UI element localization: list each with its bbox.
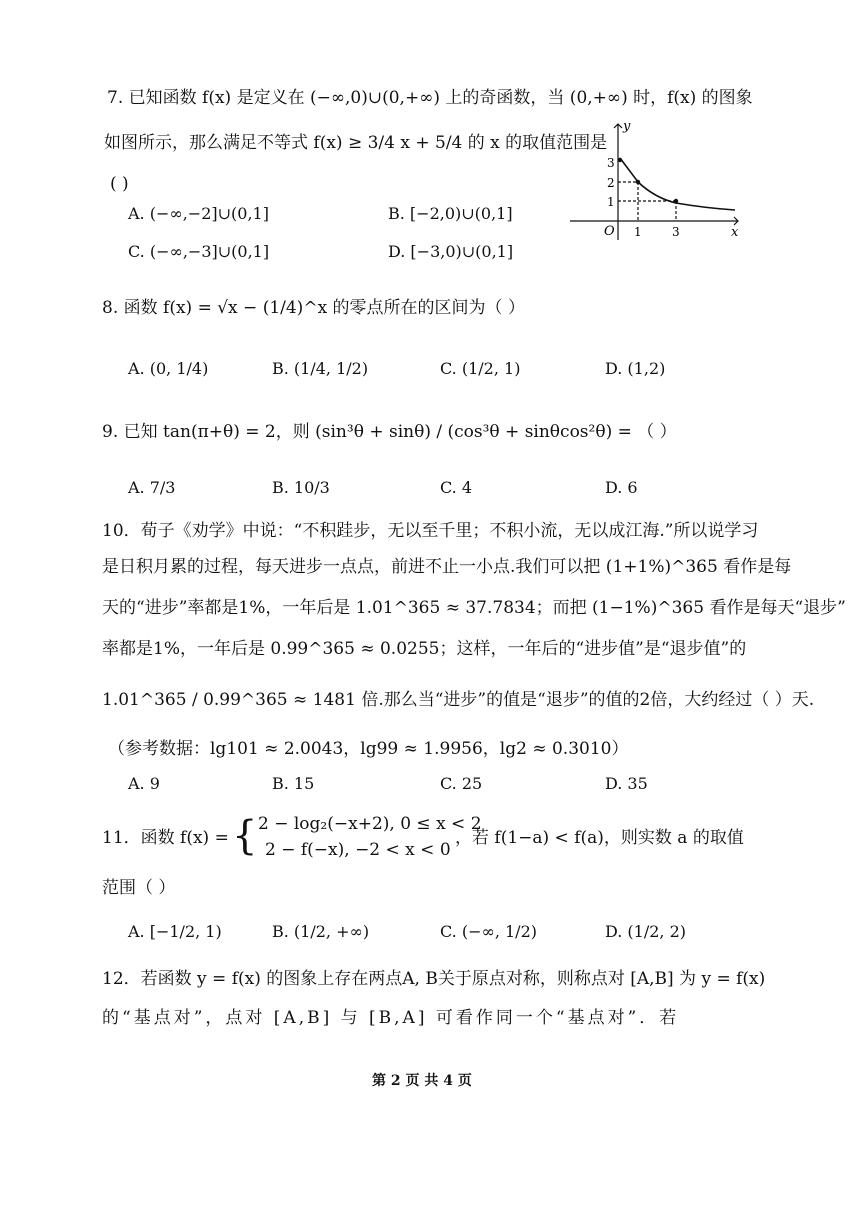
q11-option-c: C. (−∞, 1/2) [440,922,537,941]
q11-line2: 范围（ ） [102,878,176,898]
point-3-1 [674,199,678,203]
q10-line2: 是日积月累的过程，每天进步一点点，前进不止一小点.我们可以把 (1+1%)^365 看作是每 [102,557,792,577]
q9-option-a: A. 7/3 [128,478,176,497]
page-number: 第 2 页 共 4 页 [372,1073,472,1089]
x-tick-1: 1 [634,225,642,239]
q7-option-a: A. (−∞,−2]∪(0,1] [128,204,269,223]
q11-lead: 11．函数 f(x) = [102,828,229,848]
q10-option-b: B. 15 [272,774,315,793]
origin-label: O [604,224,615,239]
point-1-2 [636,180,640,184]
q11-option-a: A. [−1/2, 1) [128,922,222,941]
q7-option-b: B. [−2,0)∪(0,1] [388,204,513,223]
q9-option-d: D. 6 [605,478,638,497]
q10-option-d: D. 35 [605,774,648,793]
q7-paren: ( ) [110,174,129,194]
q8-option-b: B. (1/4, 1/2) [272,359,369,378]
q10-line3: 天的“进步”率都是1%，一年后是 1.01^365 ≈ 37.7834；而把 (1−1%)^365 看作是每天“退步” [102,598,846,618]
q8-line: 8. 函数 f(x) = √x − (1/4)^x 的零点所在的区间为（ ） [102,298,525,318]
q10-option-a: A. 9 [128,774,160,793]
q12-line2: 的“基点对”，点对 [A,B] 与 [B,A] 可看作同一个“基点对”．若 [102,1008,680,1028]
y-label: y [623,119,631,134]
x-label: x [731,225,739,240]
q10-reference-data: （参考数据：lg101 ≈ 2.0043，lg99 ≈ 1.9956，lg2 ≈ 0.3010） [108,739,629,759]
q7-option-c: C. (−∞,−3]∪(0,1] [128,242,270,261]
q7-option-d: D. [−3,0)∪(0,1] [388,242,514,261]
q11-brace: { [232,813,258,859]
q11-case1: 2 − log₂(−x+2), 0 ≤ x < 2 [258,814,482,834]
point-0-3 [618,158,622,162]
q8-option-c: C. (1/2, 1) [440,359,521,378]
x-tick-3: 3 [672,225,680,239]
q12-line1: 12．若函数 y = f(x) 的图象上存在两点A, B关于原点对称，则称点对 [A,B] 为 y = f(x) [102,969,766,989]
q10-line1: 10．荀子《劝学》中说：“不积跬步，无以至千里；不积小流，无以成江海.”所以说学习 [102,521,759,541]
y-tick-1: 1 [607,195,615,209]
q7-line1: 7. 已知函数 f(x) 是定义在 (−∞,0)∪(0,+∞) 上的奇函数，当 (0,+∞) 时，f(x) 的图象 [107,88,753,108]
q10-line5: 1.01^365 / 0.99^365 ≈ 1481 倍.那么当“进步”的值是“退步”的值的2倍，大约经过（ ）天. [102,690,815,710]
y-tick-2: 2 [607,176,615,190]
q8-option-d: D. (1,2) [605,359,666,378]
q9-option-b: B. 10/3 [272,478,330,497]
q11-option-b: B. (1/2, +∞) [272,922,370,941]
q8-option-a: A. (0, 1/4) [128,359,209,378]
q11-option-d: D. (1/2, 2) [605,922,687,941]
y-tick-3: 3 [607,156,615,170]
q9-option-c: C. 4 [440,478,473,497]
q10-option-c: C. 25 [440,774,483,793]
q7-function-graph [560,118,745,243]
q10-line4: 率都是1%，一年后是 0.99^365 ≈ 0.0255；这样，一年后的“进步值”是“退步值”的 [102,639,747,659]
q9-line: 9. 已知 tan(π+θ) = 2，则 (sin³θ + sinθ) / (cos³θ + sinθcos²θ) = （ ） [102,422,677,442]
q7-line2: 如图所示，那么满足不等式 f(x) ≥ 3/4 x + 5/4 的 x 的取值范围是 [104,133,608,153]
q11-case2: 2 − f(−x), −2 < x < 0 [265,840,451,860]
q11-condition: ，若 f(1−a) < f(a)，则实数 a 的取值 [455,828,744,848]
